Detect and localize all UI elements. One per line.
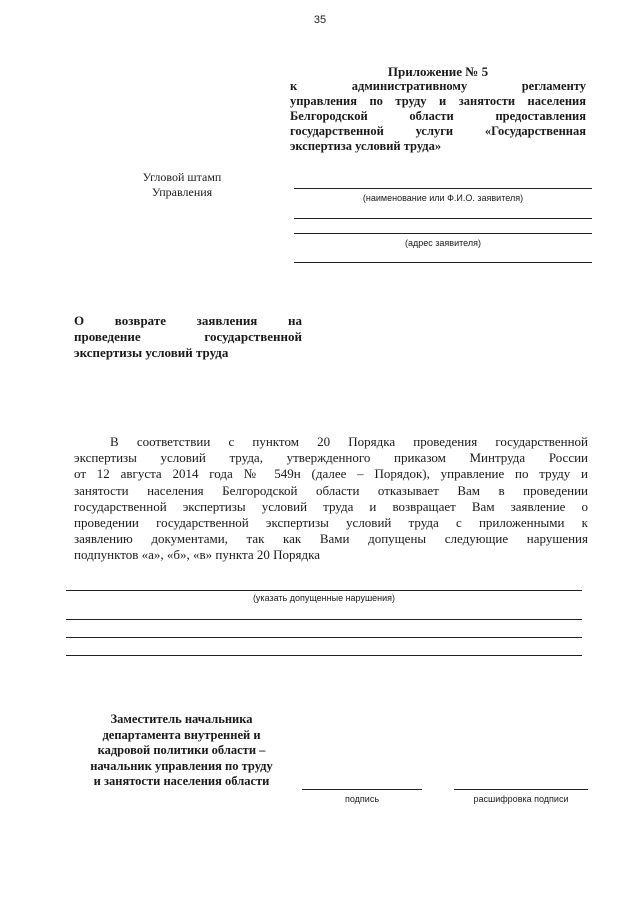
body-line: подпунктов «а», «б», «в» пункта 20 Порядка <box>74 547 320 563</box>
body-line: заявлению документами, так как Вами допущены следующие нарушения <box>74 531 588 547</box>
body-line: от 12 августа 2014 года № 549н (далее – Порядок), управление по труду и <box>74 466 588 482</box>
signer-line: Заместитель начальника <box>110 712 253 726</box>
appendix-title: Приложение № 5 <box>387 64 489 79</box>
appendix-line: управления по труду и занятости населения <box>290 94 586 108</box>
body-paragraph <box>74 434 588 564</box>
appendix-line: экспертиза условий труда» <box>290 139 442 153</box>
stamp-line: Управления <box>151 185 213 199</box>
appendix-line: Белгородской области предоставления <box>290 109 586 123</box>
signature-decoding-caption: расшифровка подписи <box>473 794 569 804</box>
applicant-name-caption: (наименование или Ф.И.О. заявителя) <box>362 193 524 203</box>
appendix-line: к административному регламенту <box>290 79 586 93</box>
signature-line <box>302 789 422 790</box>
applicant-line <box>294 218 592 219</box>
subject-line: экспертизы условий труда <box>74 345 229 360</box>
subject-line: О возврате заявления на <box>74 313 302 328</box>
stamp-line: Угловой штамп <box>142 170 222 184</box>
applicant-line <box>294 262 592 263</box>
signer-position <box>74 712 289 790</box>
violations-caption: (указать допущенные нарушения) <box>252 593 396 603</box>
signer-line: начальник управления по труду <box>90 758 273 773</box>
violations-line <box>66 637 582 638</box>
violations-line <box>66 590 582 591</box>
page-number: 35 <box>313 14 327 26</box>
violations-line <box>66 655 582 656</box>
body-line: проведении государственной экспертизы условий труда с приложенными к <box>74 515 588 531</box>
corner-stamp-note <box>126 170 238 200</box>
applicant-address-line <box>294 233 592 234</box>
applicant-name-line <box>294 188 592 189</box>
signer-line: департамента внутренней и <box>102 727 261 742</box>
signature-decoding-line <box>454 789 588 790</box>
signer-line: и занятости населения области <box>93 774 270 788</box>
body-line: занятости населения Белгородской области отказывает Вам в проведении <box>74 482 588 498</box>
subject-heading <box>74 313 302 361</box>
body-line: В соответствии с пунктом 20 Порядка проведения государственной <box>110 434 588 449</box>
body-line: государственной экспертизы условий труда и возвращает Вам заявление о <box>74 498 588 514</box>
violations-line <box>66 619 582 620</box>
subject-line: проведение государственной <box>74 329 302 344</box>
body-line: экспертизы условий труда, утвержденного приказом Минтруда России <box>74 450 588 466</box>
appendix-line: государственной услуги «Государственная <box>290 124 586 138</box>
signature-caption: подпись <box>344 794 380 804</box>
appendix-block <box>290 64 586 154</box>
applicant-address-caption: (адрес заявителя) <box>405 238 481 248</box>
signer-line: кадровой политики области – <box>97 743 266 757</box>
